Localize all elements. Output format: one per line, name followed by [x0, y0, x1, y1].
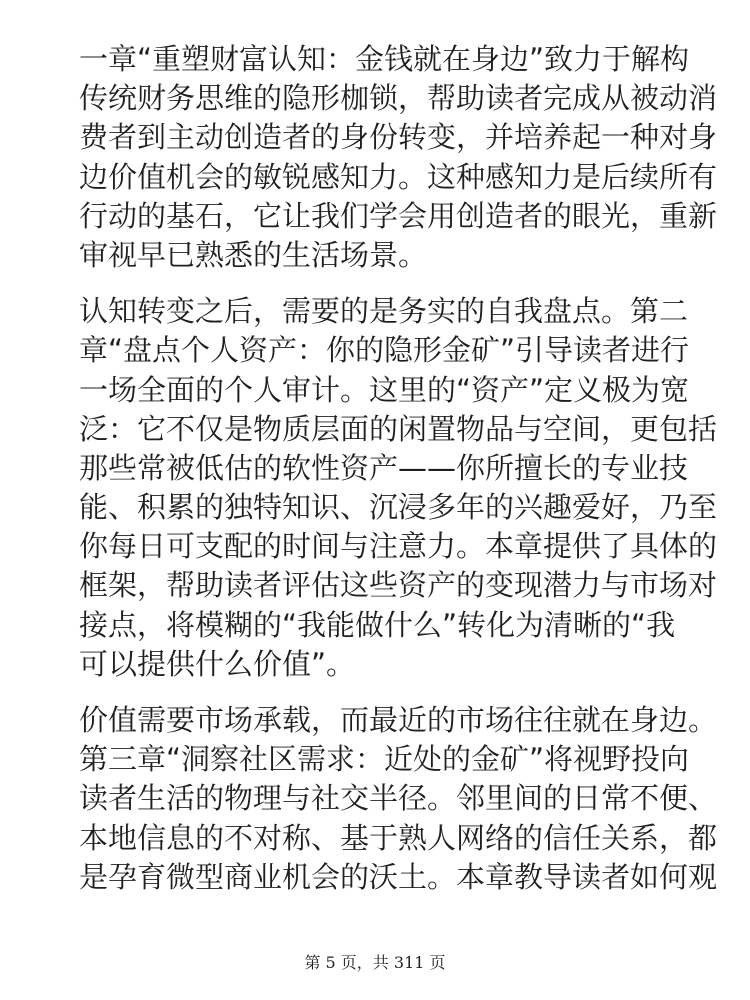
text-line: 那些常被低估的软性资产——你所擅长的专业技: [79, 450, 689, 485]
body-text: [79, 40, 718, 897]
text-line: 可以提供什么价值”。: [79, 646, 356, 681]
text-line: 一章“重塑财富认知：金钱就在身边”致力于解构: [79, 42, 690, 76]
text-line: 是孕育微型商业机会的沃土。本章教导读者如何观: [79, 859, 718, 894]
text-line: 框架，帮助读者评估这些资产的变现潜力与市场对: [79, 568, 718, 603]
text-line: 审视早已熟悉的生活场景。: [79, 237, 428, 272]
text-line: 本地信息的不对称、基于熟人网络的信任关系，都: [79, 820, 718, 855]
text-line: 第三章“洞察社区需求：近处的金矿”将视野投向: [79, 742, 690, 777]
text-line: 认知转变之后，需要的是务实的自我盘点。第二: [79, 294, 689, 329]
paragraph-2: [79, 292, 718, 684]
text-line: 章“盘点个人资产：你的隐形金矿”引导读者进行: [79, 333, 690, 368]
text-line: 行动的基石，它让我们学会用创造者的眼光，重新: [79, 198, 718, 233]
text-line: 接点，将模糊的“我能做什么”转化为清晰的“我: [79, 607, 676, 642]
page-number: 第 5 页，共 311 页: [304, 953, 446, 972]
text-line: 读者生活的物理与社交半径。邻里间的日常不便、: [79, 781, 718, 816]
text-line: 费者到主动创造者的身份转变，并培养起一种对身: [79, 120, 718, 155]
text-line: 传统财务思维的隐形枷锁，帮助读者完成从被动消: [79, 81, 718, 116]
text-line: 价值需要市场承载，而最近的市场往往就在身边。: [79, 703, 718, 737]
text-line: 边价值机会的敏锐感知力。这种感知力是后续所有: [79, 159, 718, 194]
text-line: 泛：它不仅是物质层面的闲置物品与空间，更包括: [79, 411, 718, 446]
paragraph-1: [79, 40, 718, 275]
text-line: 能、积累的独特知识、沉浸多年的兴趣爱好，乃至: [79, 490, 718, 525]
paragraph-3: [79, 701, 718, 897]
text-line: 一场全面的个人审计。这里的“资产”定义极为宽: [79, 372, 690, 407]
text-line: 你每日可支配的时间与注意力。本章提供了具体的: [79, 529, 718, 564]
